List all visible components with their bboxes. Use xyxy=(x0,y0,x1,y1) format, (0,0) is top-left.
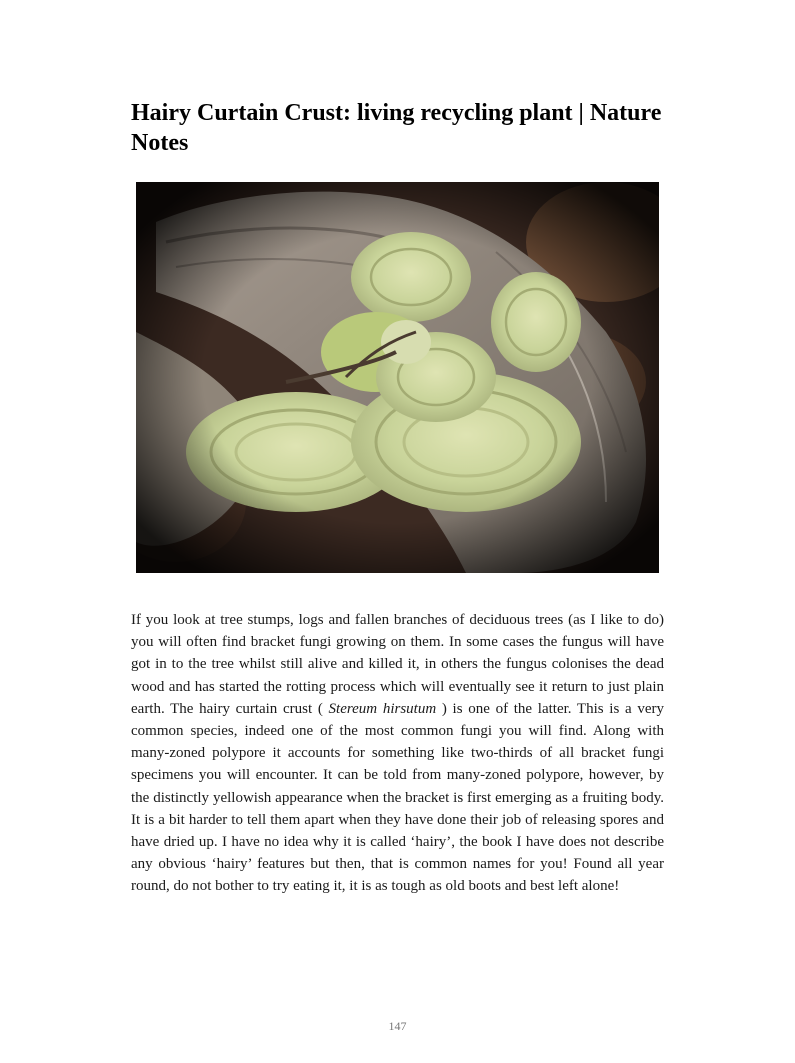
page-title: Hairy Curtain Crust: living recycling plant | Nature Notes xyxy=(131,100,662,156)
page-number: 147 xyxy=(388,1019,407,1033)
body-text-part-1: If you look at tree stumps, logs and fallen branches of deciduous trees (as I like to do) you will often find bracket fungi growing on them. In some cases the fungus will have got in to the tree whilst still alive and killed it, in others the fungus colonises the dead wood and has started the rotting process which will eventually see it return to just plain earth. The hairy curtain crust ( xyxy=(131,612,664,717)
body-text-part-2: ) is one of the latter. This is a very common species, indeed one of the most common fungi you will find. Along with many-zoned polypore it accounts for something like two-thirds of all bracket fungi specimens you will encounter. It can be told from many-zoned polypore, however, by the distinctly yellowish appearance when the bracket is first emerging as a fruiting body. It is a bit harder to tell them apart when they have done their job of releasing spores and have dried up. I have no idea why it is called ‘hairy’, the book I have does not describe any obvious ‘hairy’ features but then, that is common names for you! Found all year round, do not bother to try eating it, it is as tough as old boots and best left alone! xyxy=(131,700,664,895)
scientific-name: Stereum hirsutum xyxy=(328,700,437,717)
fungus-photo xyxy=(136,182,659,573)
article-body xyxy=(131,609,664,898)
